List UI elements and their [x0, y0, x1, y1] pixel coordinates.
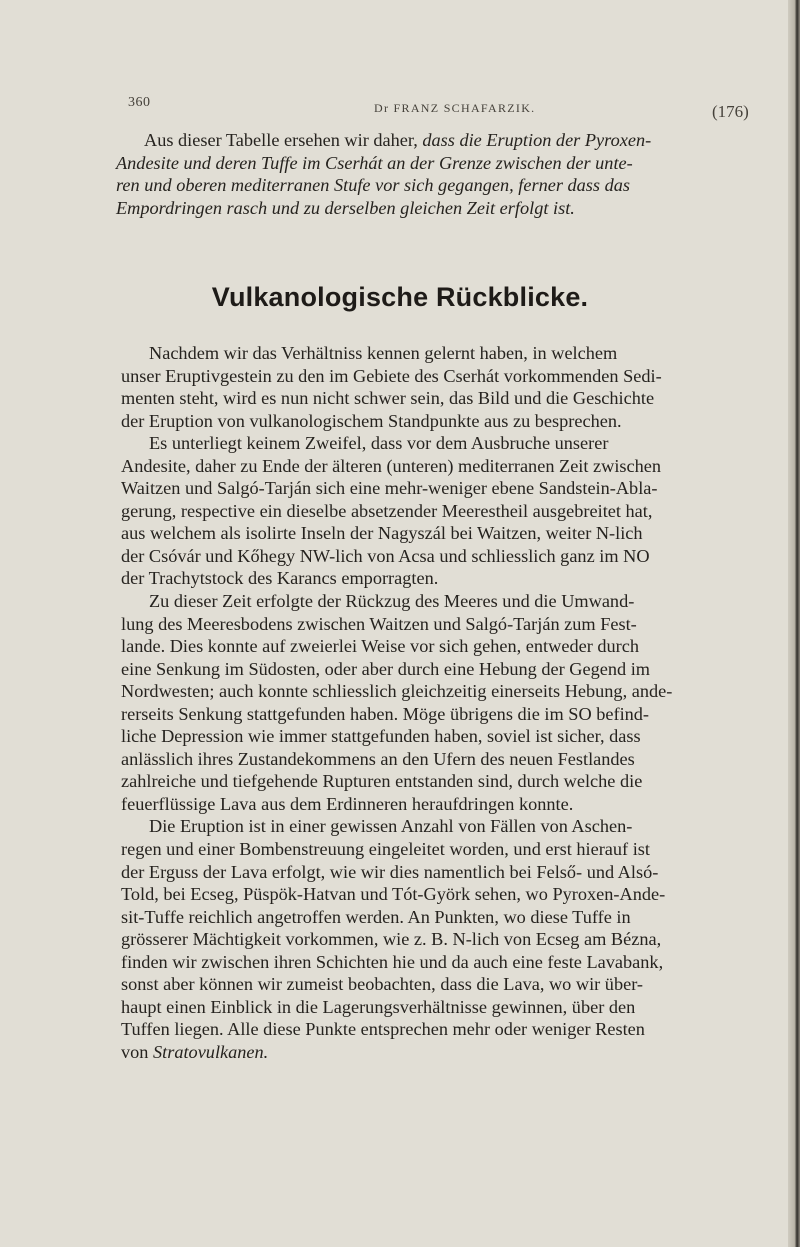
text-line: der Eruption von vulkanologischem Standpunkte aus zu besprechen.: [121, 410, 622, 431]
paragraph-1: [121, 342, 776, 432]
text-line: [116, 174, 774, 197]
text-line: lung des Meeresbodens zwischen Waitzen und Salgó-Tarján zum Fest-: [121, 613, 637, 634]
text-line: Nordwesten; auch konnte schliesslich gleichzeitig einerseits Hebung, ande-: [121, 681, 673, 702]
text-run: von: [121, 1041, 153, 1062]
italic-run: Empordringen rasch und zu derselben gleichen Zeit erfolgt ist.: [116, 197, 575, 218]
text-line: Die Eruption ist in einer gewissen Anzahl von Fällen von Aschen-: [149, 816, 633, 837]
text-line: anlässlich ihres Zustandekommens an den Ufern des neuen Festlandes: [121, 748, 635, 769]
italic-run: ren und oberen mediterranen Stufe vor sich gegangen, ferner dass das: [116, 175, 630, 195]
text-line: Andesite, daher zu Ende der älteren (unteren) mediterranen Zeit zwischen: [121, 455, 662, 476]
text-line: Es unterliegt keinem Zweifel, dass vor dem Ausbruche unserer: [149, 433, 609, 454]
text-line: der Erguss der Lava erfolgt, wie wir dies namentlich bei Felső- und Alsó-: [121, 861, 659, 882]
text-line: Tuffen liegen. Alle diese Punkte entsprechen mehr oder weniger Resten: [121, 1019, 645, 1040]
text-line: rerseits Senkung stattgefunden haben. Möge übrigens die im SO befind-: [121, 703, 650, 724]
text-line: unser Eruptivgestein zu den im Gebiete des Cserhát vorkommenden Sedi-: [121, 365, 662, 386]
text-line: [121, 1041, 776, 1064]
text-line: zahlreiche und tiefgehende Rupturen entstanden sind, durch welche die: [121, 771, 643, 792]
text-line: haupt einen Einblick in die Lagerungsverhältnisse gewinnen, über den: [121, 996, 636, 1017]
section-heading: Vulkanologische Rückblicke.: [211, 282, 589, 312]
intro-text: [116, 129, 774, 152]
book-binding-edge: [788, 0, 800, 1247]
text-run: Aus dieser Tabelle ersehen wir daher,: [144, 130, 423, 150]
text-line: feuerflüssige Lava aus dem Erdinneren heraufdringen konnte.: [121, 793, 574, 814]
text-line: lande. Dies konnte auf zweierlei Weise vor sich gehen, entweder durch: [121, 636, 639, 657]
text-line: der Trachytstock des Karancs emporragten.: [121, 568, 439, 589]
paragraph-4: [121, 815, 776, 1063]
text-line: [116, 152, 774, 175]
page-number: 360: [128, 95, 151, 110]
text-line: [116, 197, 774, 220]
page-header: [128, 95, 748, 121]
text-line: menten steht, wird es nun nicht schwer sein, das Bild und die Geschichte: [121, 388, 655, 409]
text-line: Waitzen und Salgó-Tarján sich eine mehr-weniger ebene Sandstein-Abla-: [121, 478, 658, 499]
text-line: gerung, respective ein dieselbe absetzender Meerestheil ausgebreitet hat,: [121, 500, 653, 521]
text-line: Told, bei Ecseg, Püspök-Hatvan und Tót-Györk sehen, wo Pyroxen-Ande-: [121, 884, 666, 905]
text-line: [116, 129, 774, 152]
text-line: sit-Tuffe reichlich angetroffen werden. An Punkten, wo diese Tuffe in: [121, 906, 631, 927]
italic-run: Stratovulkanen.: [153, 1041, 269, 1062]
italic-run: dass die Eruption der Pyroxen-: [422, 130, 652, 150]
intro-paragraph: [116, 129, 774, 219]
text-line: grösserer Mächtigkeit vorkommen, wie z. B. N-lich von Ecseg am Bézna,: [121, 929, 662, 950]
running-head-author: Dr FRANZ SCHAFARZIK.: [374, 101, 536, 115]
text-line: regen und einer Bombenstreuung eingeleitet worden, und erst hierauf ist: [121, 839, 650, 860]
marginal-number: (176): [712, 102, 749, 121]
text-line: Nachdem wir das Verhältniss kennen gelernt haben, in welchem: [149, 343, 618, 363]
paragraph-3: [121, 590, 776, 815]
text-line: eine Senkung im Südosten, oder aber durch eine Hebung der Gegend im: [121, 658, 650, 679]
text-line: finden wir zwischen ihren Schichten hie und da auch eine feste Lavabank,: [121, 951, 664, 972]
paragraph-2: [121, 432, 776, 590]
text-line: Zu dieser Zeit erfolgte der Rückzug des Meeres und die Umwand-: [149, 591, 635, 612]
text-line: aus welchem als isolirte Inseln der Nagyszál bei Waitzen, weiter N-lich: [121, 523, 643, 544]
text-line: der Csóvár und Kőhegy NW-lich von Acsa und schliesslich ganz im NO: [121, 545, 650, 566]
text-line: liche Depression wie immer stattgefunden haben, soviel ist sicher, dass: [121, 726, 641, 747]
text-line: sonst aber können wir zumeist beobachten, dass die Lava, wo wir über-: [121, 974, 644, 995]
italic-run: Andesite und deren Tuffe im Cserhát an der Grenze zwischen der unte-: [116, 152, 633, 173]
body-text: [121, 342, 776, 1064]
